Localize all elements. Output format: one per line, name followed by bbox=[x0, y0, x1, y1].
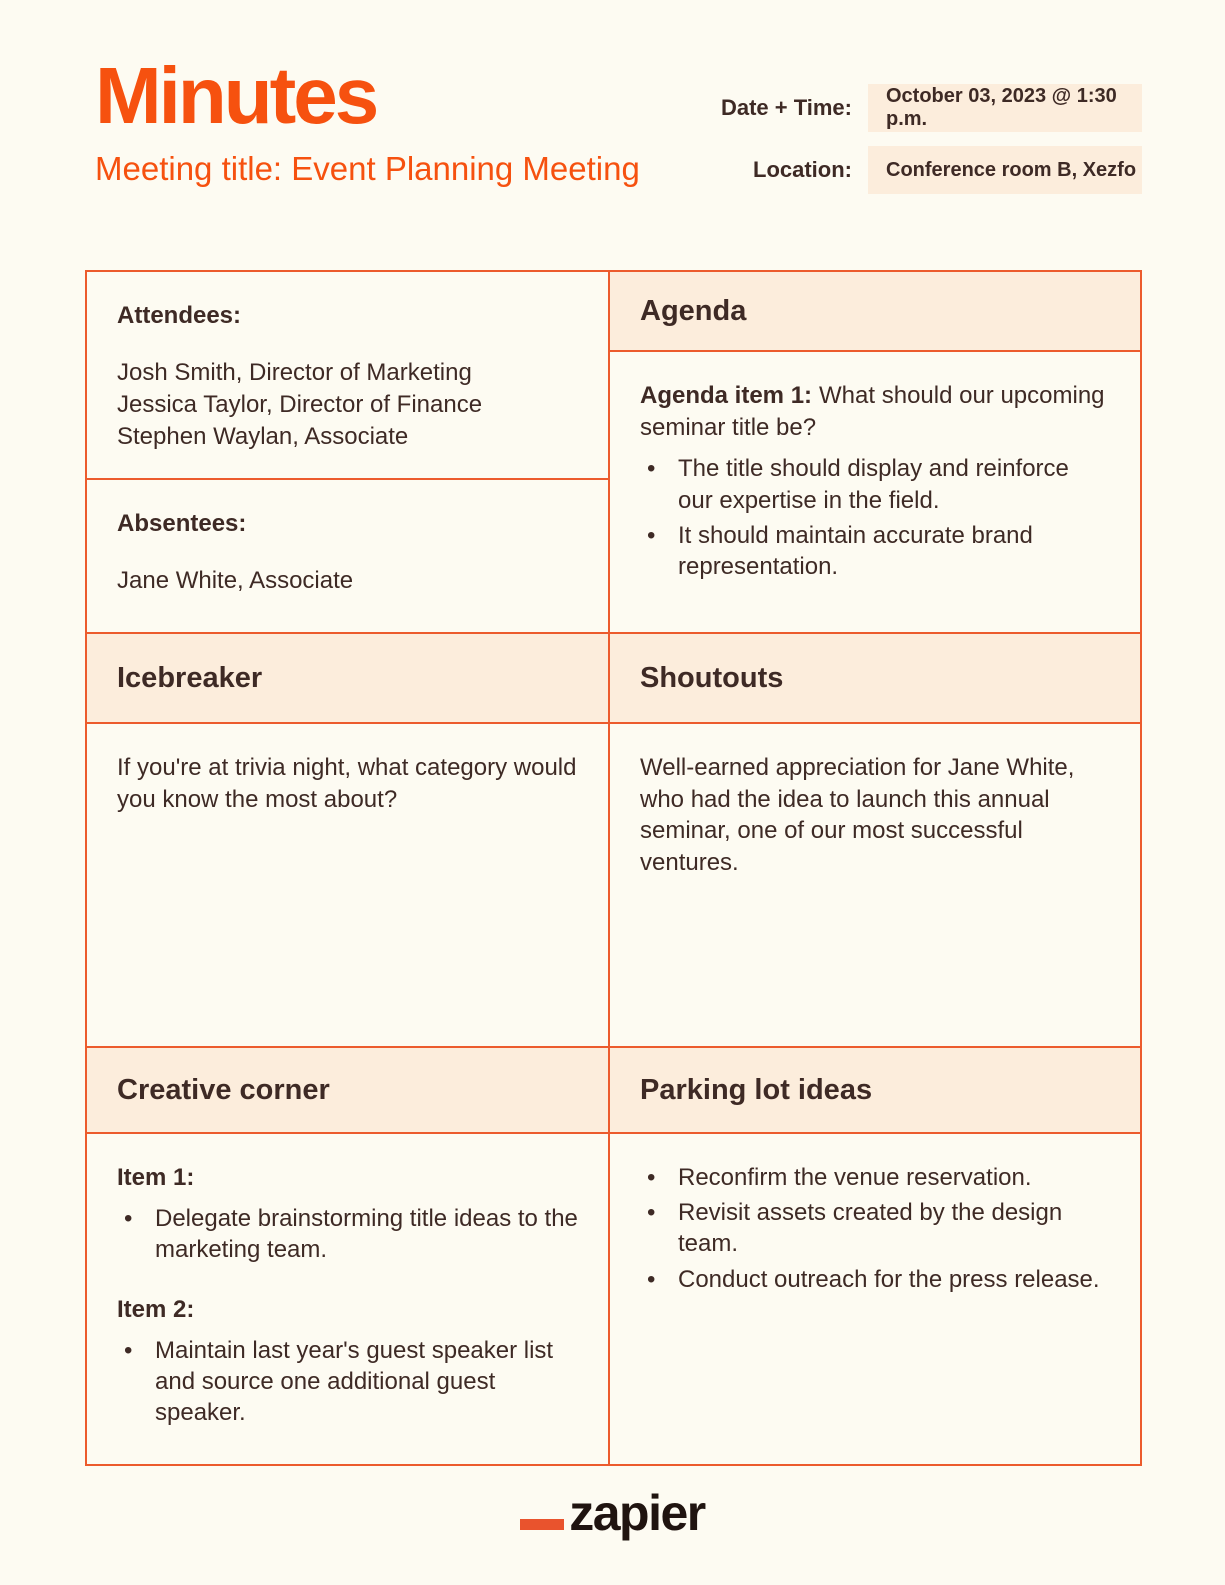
zapier-logo-text: zapier bbox=[569, 1485, 705, 1541]
agenda-bullets bbox=[640, 453, 1110, 582]
absentees-cell bbox=[87, 480, 608, 634]
meeting-title-subtitle: Meeting title: Event Planning Meeting bbox=[95, 150, 640, 187]
icebreaker-header: Icebreaker bbox=[117, 661, 263, 694]
parking-lot-bullets bbox=[640, 1162, 1110, 1295]
agenda-item-1-question: What should our upcoming seminar title be? bbox=[640, 382, 1105, 441]
bullet-item: • Conduct outreach for the press release. bbox=[640, 1264, 1110, 1295]
icebreaker-header-cell bbox=[87, 634, 608, 724]
icebreaker-question: If you're at trivia night, what category would you know the most about? bbox=[117, 754, 577, 813]
creative-item-1-bullets bbox=[117, 1203, 578, 1265]
attendee-name: Josh Smith, Director of Marketing bbox=[117, 359, 472, 387]
board-left-column bbox=[87, 272, 608, 1464]
creative-item-2 bbox=[117, 1294, 578, 1429]
icebreaker-body-cell bbox=[87, 724, 608, 1048]
location-label: Location: bbox=[753, 157, 852, 182]
minutes-board bbox=[85, 270, 1142, 1466]
shoutouts-text: Well-earned appreciation for Jane White, who had the idea to launch this annual seminar, one of our most successful ventures. bbox=[640, 754, 1075, 877]
agenda-item-1 bbox=[640, 380, 1110, 443]
absentees-list bbox=[117, 565, 578, 597]
board-right-column bbox=[608, 272, 1140, 1464]
shoutouts-body-cell bbox=[610, 724, 1140, 1048]
page-title: Minutes bbox=[95, 51, 377, 140]
bullet-item: • Reconfirm the venue reservation. bbox=[640, 1162, 1110, 1193]
agenda-body-cell bbox=[610, 352, 1140, 634]
zapier-logo-underscore-icon bbox=[520, 1519, 564, 1530]
agenda-header-cell bbox=[610, 272, 1140, 352]
datetime-value-field: October 03, 2023 @ 1:30 p.m. bbox=[868, 84, 1142, 132]
agenda-item-1-label: Agenda item 1: bbox=[640, 382, 813, 409]
agenda-header: Agenda bbox=[640, 294, 747, 327]
attendees-label: Attendees: bbox=[117, 302, 242, 329]
shoutouts-header: Shoutouts bbox=[640, 661, 784, 694]
bullet-item: • It should maintain accurate brand representation. bbox=[640, 520, 1110, 582]
title-block bbox=[95, 51, 640, 188]
creative-corner-body-cell bbox=[87, 1134, 608, 1464]
creative-item-1 bbox=[117, 1162, 578, 1266]
meta-block bbox=[721, 84, 1142, 194]
attendees-list bbox=[117, 357, 578, 453]
parking-lot-header: Parking lot ideas bbox=[640, 1073, 873, 1106]
location-value-field: Conference room B, Xezfo bbox=[868, 146, 1142, 194]
bullet-item: • Maintain last year's guest speaker list and source one additional guest speaker. bbox=[117, 1335, 578, 1429]
creative-item-2-label: Item 2: bbox=[117, 1295, 195, 1323]
creative-corner-header-cell bbox=[87, 1048, 608, 1134]
absentees-label: Absentees: bbox=[117, 510, 247, 537]
zapier-logo bbox=[520, 1485, 705, 1541]
parking-lot-header-cell bbox=[610, 1048, 1140, 1134]
parking-lot-body-cell bbox=[610, 1134, 1140, 1464]
bullet-item: • Revisit assets created by the design team. bbox=[640, 1197, 1110, 1259]
footer bbox=[0, 1485, 1225, 1541]
bullet-item: • The title should display and reinforce our expertise in the field. bbox=[640, 453, 1110, 515]
shoutouts-header-cell bbox=[610, 634, 1140, 724]
creative-item-1-label: Item 1: bbox=[117, 1164, 195, 1191]
attendee-name: Stephen Waylan, Associate bbox=[117, 423, 409, 450]
datetime-label: Date + Time: bbox=[720, 95, 852, 120]
creative-item-2-bullets bbox=[117, 1335, 578, 1429]
attendees-cell bbox=[87, 272, 608, 480]
attendee-name: Jessica Taylor, Director of Finance bbox=[117, 391, 483, 419]
bullet-item: • Delegate brainstorming title ideas to the marketing team. bbox=[117, 1203, 578, 1265]
absentee-name: Jane White, Associate bbox=[117, 567, 354, 595]
creative-corner-header: Creative corner bbox=[117, 1073, 330, 1106]
